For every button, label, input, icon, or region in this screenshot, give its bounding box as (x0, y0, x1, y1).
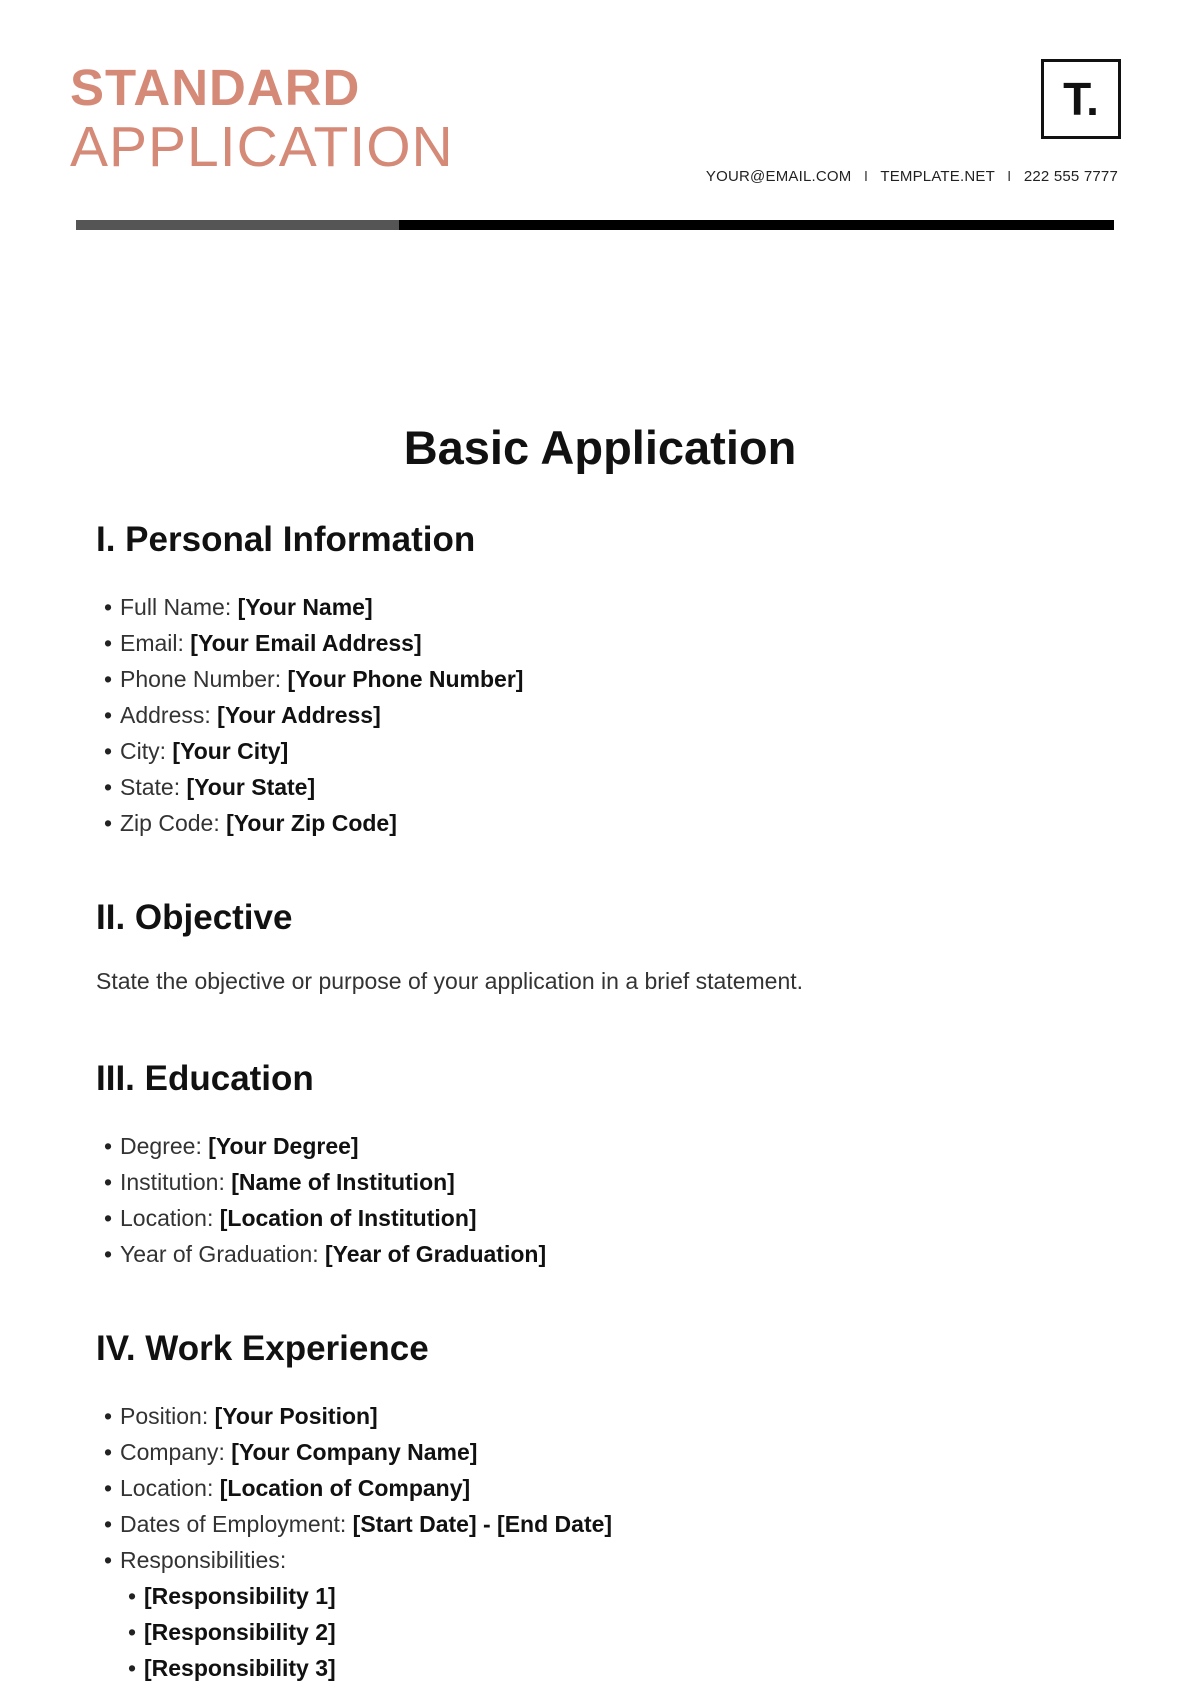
contact-phone: 222 555 7777 (1023, 168, 1118, 185)
list-item: • Year of Graduation: [Year of Graduation] (104, 1236, 546, 1272)
field-value: [Your Address] (217, 702, 381, 728)
bullet-icon: • (104, 702, 113, 728)
field-label: Address (120, 702, 205, 728)
section-heading-work: IV. Work Experience (96, 1329, 429, 1368)
responsibility-item (104, 1650, 612, 1686)
field-value: [Location of Company] (219, 1475, 471, 1501)
bullet-icon: • (104, 1169, 113, 1195)
field-label: Full Name (120, 594, 225, 620)
responsibility-item (104, 1578, 612, 1614)
field-label: Dates of Employment (120, 1511, 340, 1537)
responsibility-value: [Responsibility 1] (144, 1583, 336, 1609)
contact-email: YOUR@EMAIL.COM (705, 168, 852, 185)
divider-gray-segment (76, 220, 399, 230)
contact-website: TEMPLATE.NET (880, 168, 995, 185)
bullet-icon: • (128, 1655, 137, 1681)
list-item: • Company: [Your Company Name] (104, 1434, 612, 1470)
list-item: • Degree: [Your Degree] (104, 1128, 546, 1164)
field-label: Location (120, 1475, 207, 1501)
bullet-icon: • (104, 630, 113, 656)
bullet-icon: • (104, 810, 113, 836)
header-title (70, 59, 454, 179)
field-label: Institution (120, 1169, 219, 1195)
section-heading-personal: I. Personal Information (96, 520, 476, 559)
bullet-icon: • (104, 1475, 113, 1501)
list-item: • Dates of Employment: [Start Date] - [End Date] (104, 1506, 612, 1542)
field-value: [Your Zip Code] (226, 810, 397, 836)
field-value: [Your Phone Number] (287, 666, 524, 692)
logo-text: T. (1063, 73, 1099, 125)
field-value: [Year of Graduation] (325, 1241, 547, 1267)
field-label: State (120, 774, 174, 800)
title-application: APPLICATION (70, 115, 454, 179)
objective-text: State the objective or purpose of your application in a brief statement. (96, 968, 804, 994)
bullet-icon: • (104, 1511, 113, 1537)
section-heading-education: III. Education (96, 1059, 314, 1098)
field-label: Zip Code (120, 810, 214, 836)
list-item: • Full Name: [Your Name] (104, 589, 523, 625)
title-standard: STANDARD (70, 59, 361, 116)
bullet-icon: • (104, 1205, 113, 1231)
field-value: [Name of Institution] (231, 1169, 455, 1195)
contact-line (706, 168, 1118, 185)
field-value: [Location of Institution] (219, 1205, 477, 1231)
logo (1041, 59, 1121, 139)
field-value: [Your City] (172, 738, 289, 764)
field-label: Year of Graduation (120, 1241, 313, 1267)
list-item: • Position: [Your Position] (104, 1398, 612, 1434)
page-title: Basic Application (403, 421, 797, 474)
field-label: Degree (120, 1133, 196, 1159)
field-label: Email (120, 630, 178, 656)
list-item: • Institution: [Name of Institution] (104, 1164, 546, 1200)
bullet-icon: • (104, 666, 113, 692)
list-item: • Address: [Your Address] (104, 697, 523, 733)
bullet-icon: • (104, 1133, 113, 1159)
list-item: • Location: [Location of Institution] (104, 1200, 546, 1236)
bullet-icon: • (104, 1403, 113, 1429)
bullet-icon: • (104, 1547, 113, 1573)
field-value: [Your Email Address] (190, 630, 422, 656)
bullet-icon: • (104, 738, 113, 764)
list-item: • Location: [Location of Company] (104, 1470, 612, 1506)
bullet-icon: • (104, 774, 113, 800)
field-value: [Start Date] - [End Date] (352, 1511, 613, 1537)
bullet-icon: • (104, 594, 113, 620)
contact-separator: I (1007, 168, 1012, 185)
list-item: • State: [Your State] (104, 769, 523, 805)
field-value: [Your Company Name] (231, 1439, 478, 1465)
list-item: • City: [Your City] (104, 733, 523, 769)
field-value: [Your Position] (214, 1403, 378, 1429)
field-label: Location (120, 1205, 207, 1231)
bullet-icon: • (128, 1619, 137, 1645)
header-divider (76, 220, 1114, 230)
field-label: Phone Number (120, 666, 275, 692)
divider-black-segment (399, 220, 1114, 230)
list-item: • Phone Number: [Your Phone Number] (104, 661, 523, 697)
field-label: City (120, 738, 160, 764)
bullet-icon: • (104, 1439, 113, 1465)
field-label: Responsibilities (120, 1547, 280, 1573)
contact-separator: I (863, 168, 869, 185)
education-list (104, 1128, 546, 1272)
list-item: • Email: [Your Email Address] (104, 625, 523, 661)
responsibility-value: [Responsibility 2] (144, 1619, 336, 1645)
field-value: [Your State] (186, 774, 316, 800)
list-item: • Zip Code: [Your Zip Code] (104, 805, 523, 841)
responsibility-item (104, 1614, 612, 1650)
bullet-icon: • (128, 1583, 137, 1609)
bullet-icon: • (104, 1241, 113, 1267)
work-experience-list (104, 1398, 612, 1686)
field-value: [Your Degree] (208, 1133, 359, 1159)
section-heading-objective: II. Objective (96, 898, 293, 937)
field-label: Company (120, 1439, 219, 1465)
responsibility-value: [Responsibility 3] (144, 1655, 336, 1681)
field-label: Position (120, 1403, 202, 1429)
personal-info-list (104, 589, 523, 841)
field-value: [Your Name] (237, 594, 373, 620)
list-item: • Responsibilities: (104, 1542, 612, 1578)
